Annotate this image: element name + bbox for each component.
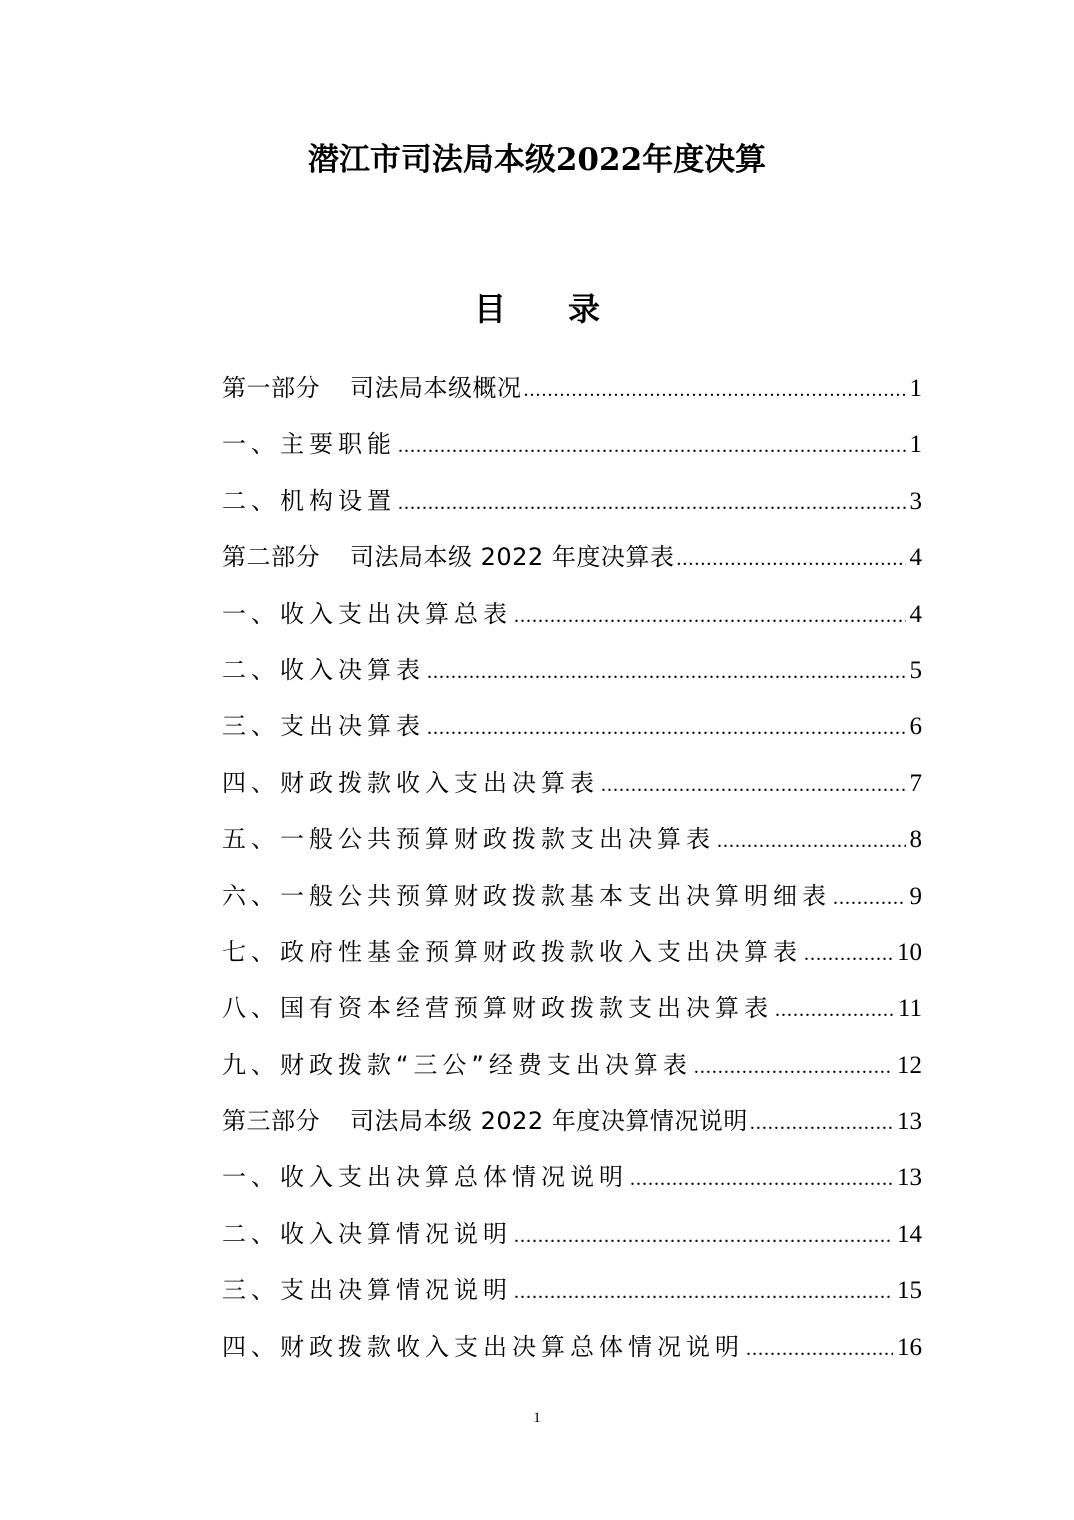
toc-entry-label: 第二部分: [222, 543, 320, 572]
toc-heading-right: 录: [568, 290, 601, 328]
toc-page-number: 16: [897, 1333, 922, 1361]
toc-entry[interactable]: [222, 1037, 922, 1093]
toc-part-entry[interactable]: [222, 529, 922, 585]
toc-page-number: 7: [909, 769, 922, 797]
toc-page-number: 10: [897, 938, 922, 966]
toc-page-number: 4: [909, 600, 922, 628]
toc-entry-label: 二、机构设置: [222, 486, 396, 515]
toc-part-entry[interactable]: [222, 1093, 922, 1149]
toc-part-name: 司法局本级概况: [350, 374, 522, 402]
toc-entry[interactable]: [222, 1262, 922, 1318]
toc-heading: [0, 285, 1074, 333]
toc-dot-leader: [398, 475, 906, 531]
toc-dot-leader: [676, 531, 905, 587]
toc-dot-leader: [694, 1039, 893, 1095]
toc-dot-leader: [427, 700, 906, 756]
toc-entry[interactable]: [222, 1149, 922, 1205]
toc-dot-leader: [514, 1264, 893, 1320]
toc-entry[interactable]: [222, 811, 922, 867]
toc-entry-label: 二、收入决算表: [222, 655, 425, 684]
toc-dot-leader: [775, 982, 894, 1038]
toc-page-number: 13: [897, 1108, 922, 1136]
toc-page-number: 12: [897, 1051, 922, 1079]
toc-entry[interactable]: [222, 698, 922, 754]
toc-entry-label: 四、财政拨款收入支出决算表: [222, 768, 599, 797]
toc-dot-leader: [833, 870, 906, 926]
toc-page-number: 3: [909, 487, 922, 515]
toc-entry[interactable]: [222, 586, 922, 642]
toc-dot-leader: [746, 1321, 893, 1377]
toc-page-number: 6: [909, 713, 922, 741]
toc-entry[interactable]: [222, 868, 922, 924]
table-of-contents: [222, 360, 922, 1375]
toc-dot-leader: [398, 418, 906, 474]
toc-page-number: 9: [909, 882, 922, 910]
toc-dot-leader: [717, 813, 906, 869]
toc-entry-label: 一、收入支出决算总表: [222, 599, 512, 628]
toc-entry-label: 第一部分: [222, 374, 320, 402]
toc-page-number: 15: [897, 1277, 922, 1305]
toc-page-number: 13: [897, 1164, 922, 1192]
toc-dot-leader: [514, 1208, 893, 1264]
toc-entry-label: 五、一般公共预算财政拨款支出决算表: [222, 825, 715, 854]
toc-part-name: 司法局本级 2022 年度决算表: [350, 543, 675, 572]
toc-entry-label: 三、支出决算情况说明: [222, 1276, 512, 1305]
document-title: 潜江市司法局本级2022年度决算: [307, 142, 767, 178]
toc-entry-label: 九、财政拨款“三公”经费支出决算表: [222, 1050, 692, 1079]
toc-entry[interactable]: [222, 755, 922, 811]
toc-dot-leader: [427, 644, 906, 700]
toc-entry-label: 四、财政拨款收入支出决算总体情况说明: [222, 1332, 744, 1361]
toc-entry-label: 第三部分: [222, 1107, 320, 1136]
toc-part-entry[interactable]: [222, 360, 922, 416]
toc-page-number: 5: [909, 656, 922, 684]
toc-page-number: 4: [909, 544, 922, 572]
toc-entry-label: 七、政府性基金预算财政拨款收入支出决算表: [222, 937, 802, 966]
toc-page-number: 1: [909, 375, 922, 402]
toc-entry-label: 一、主要职能: [222, 430, 396, 459]
toc-dot-leader: [601, 757, 906, 813]
toc-entry-label: 二、收入决算情况说明: [222, 1219, 512, 1248]
page-number: 1: [533, 1410, 541, 1426]
toc-entry-label: 三、支出决算表: [222, 712, 425, 741]
toc-entry[interactable]: [222, 980, 922, 1036]
toc-entry-label: 一、收入支出决算总体情况说明: [222, 1163, 628, 1192]
toc-heading-left: 目: [473, 290, 506, 328]
toc-entry[interactable]: [222, 416, 922, 472]
toc-entry[interactable]: [222, 1319, 922, 1375]
toc-entry[interactable]: [222, 642, 922, 698]
toc-entry[interactable]: [222, 1206, 922, 1262]
toc-dot-leader: [514, 588, 906, 644]
toc-dot-leader: [524, 362, 906, 418]
toc-dot-leader: [804, 926, 893, 982]
toc-part-name: 司法局本级 2022 年度决算情况说明: [350, 1107, 748, 1136]
toc-page-number: 11: [897, 995, 922, 1023]
toc-page-number: 1: [909, 431, 922, 459]
toc-entry[interactable]: [222, 473, 922, 529]
toc-entry[interactable]: [222, 924, 922, 980]
toc-entry-label: 六、一般公共预算财政拨款基本支出决算明细表: [222, 881, 831, 910]
toc-page-number: 8: [909, 826, 922, 854]
toc-page-number: 14: [897, 1220, 922, 1248]
toc-dot-leader: [630, 1151, 893, 1207]
toc-entry-label: 八、国有资本经营预算财政拨款支出决算表: [222, 994, 773, 1023]
toc-dot-leader: [750, 1095, 893, 1151]
